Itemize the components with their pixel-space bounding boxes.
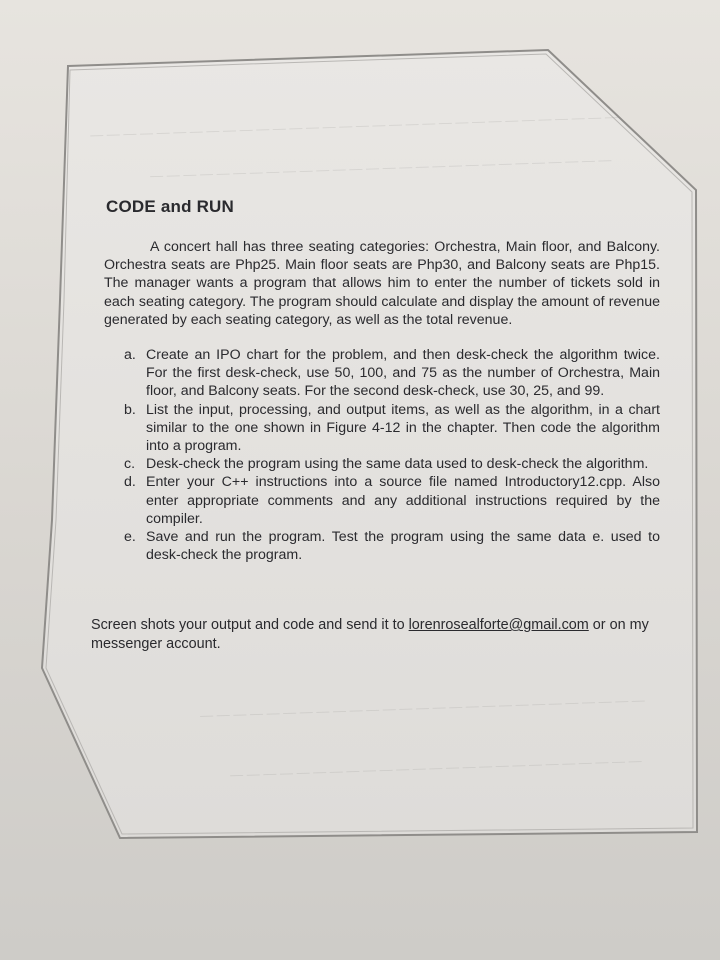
bleed-through-text: — — — — — — — — — — — — — — — — — — — — — — — — — bbox=[229, 752, 642, 783]
list-item-text: List the input, processing, and output items, as well as the algorithm, in a chart similar to the one shown in Figure 4-12 in the chapter. Then code the algorithm into a program. bbox=[146, 401, 660, 455]
list-item-text: Save and run the program. Test the program using the same data e. used to desk-check the program. bbox=[146, 529, 660, 564]
footer-text-end: or on my messenger account. bbox=[91, 617, 649, 652]
email-link[interactable]: lorenrosealforte@gmail.com bbox=[408, 617, 589, 633]
list-item bbox=[124, 401, 660, 456]
list-item bbox=[124, 528, 660, 564]
footer-text: Screen shots your output and code and send it to bbox=[91, 617, 409, 633]
list-item-letter: a. bbox=[124, 347, 136, 363]
intro-paragraph bbox=[104, 238, 660, 329]
instruction-list bbox=[124, 346, 660, 564]
list-item bbox=[124, 455, 660, 473]
bleed-through-text: — — — — — — — — — — — — — — — — — — — — — — — — — — — — — — — — bbox=[89, 108, 619, 143]
list-item-text: Enter your C++ instructions into a source file named Introductory12.cpp. Also enter appropriate comments and any additional instructions required by the compiler. bbox=[146, 474, 660, 527]
list-item-letter: e. bbox=[124, 529, 136, 546]
bleed-through-text: — — — — — — — — — — — — — — — — — — — — — — — — — — — bbox=[199, 692, 646, 723]
list-item bbox=[124, 473, 660, 528]
list-item-text: Desk-check the program using the same data used to desk-check the algorithm. bbox=[146, 456, 649, 473]
list-item-letter: c. bbox=[124, 456, 136, 473]
intro-text: A concert hall has three seating categories: Orchestra, Main floor, and Balcony. Orchestra seats are Php25. Main floor seats are Php30, and Balcony seats are Php15. The manager wants a program that allows him to enter the number of tickets sold in each seating category. The program should calculate and display the amount of revenue generated by each seating category, as well as the total revenue. bbox=[104, 239, 660, 328]
list-item-letter: d. bbox=[124, 474, 136, 491]
submission-instructions bbox=[91, 616, 661, 653]
bleed-through-text: — — — — — — — — — — — — — — — — — — — — — — — — — — — — bbox=[149, 151, 612, 184]
document-title: CODE and RUN bbox=[106, 197, 235, 216]
list-item bbox=[124, 346, 660, 401]
list-item-letter: b. bbox=[124, 401, 136, 418]
list-item-text: Create an IPO chart for the problem, and then desk-check the algorithm twice. For the first desk-check, use 50, 100, and 75 as the number of Orchestra, Main floor, and Balcony seats. For the second desk-check, use 30, 25, and 99. bbox=[146, 347, 660, 400]
